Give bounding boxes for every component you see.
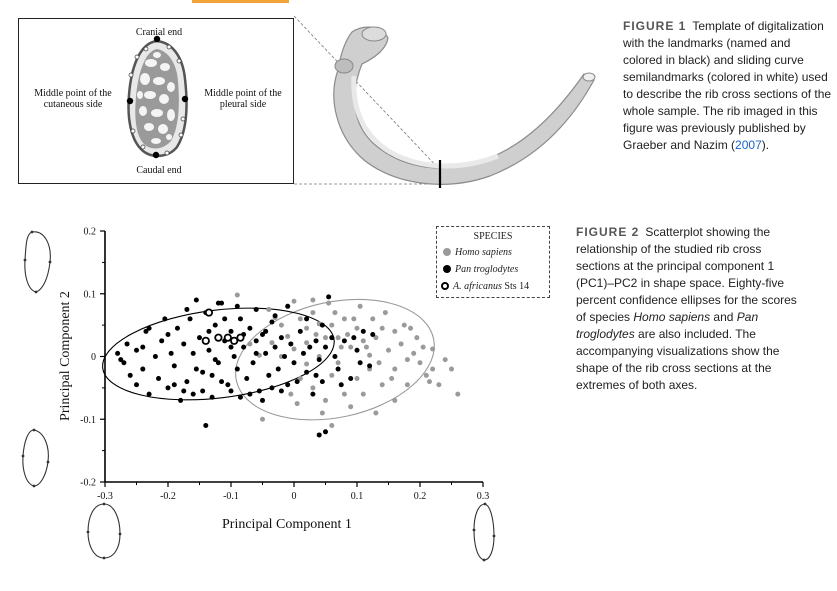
data-point-pan-troglodytes xyxy=(257,389,262,394)
data-point-pan-troglodytes xyxy=(320,379,325,384)
data-point-pan-troglodytes xyxy=(276,367,281,372)
data-point-homo-sapiens xyxy=(380,326,385,331)
data-point-pan-troglodytes xyxy=(260,398,265,403)
legend-title: SPECIES xyxy=(473,231,513,242)
data-point-a-africanus-sts-14 xyxy=(225,334,231,340)
data-point-pan-troglodytes xyxy=(222,338,227,343)
data-point-pan-troglodytes xyxy=(238,316,243,321)
data-point-pan-troglodytes xyxy=(140,345,145,350)
data-point-homo-sapiens xyxy=(317,321,322,326)
data-point-pan-troglodytes xyxy=(241,332,246,337)
data-point-homo-sapiens xyxy=(455,392,460,397)
data-point-pan-troglodytes xyxy=(326,294,331,299)
legend-item-pan xyxy=(443,264,518,275)
data-point-pan-troglodytes xyxy=(336,367,341,372)
data-point-homo-sapiens xyxy=(377,360,382,365)
figure2-caption-text-c: are also included. The accompanying visualizations show the shape of the rib cross sections at the extremes of both axes. xyxy=(576,327,780,392)
data-point-homo-sapiens xyxy=(399,341,404,346)
data-point-pan-troglodytes xyxy=(197,335,202,340)
data-point-pan-troglodytes xyxy=(351,335,356,340)
legend-label-africanus-specimen: Sts 14 xyxy=(501,281,530,292)
data-point-pan-troglodytes xyxy=(263,329,268,334)
data-point-pan-troglodytes xyxy=(166,385,171,390)
data-point-homo-sapiens xyxy=(292,299,297,304)
data-point-homo-sapiens xyxy=(402,323,407,328)
data-point-pan-troglodytes xyxy=(216,301,221,306)
data-point-pan-troglodytes xyxy=(263,351,268,356)
data-point-homo-sapiens xyxy=(332,310,337,315)
data-point-pan-troglodytes xyxy=(317,432,322,437)
data-point-pan-troglodytes xyxy=(367,363,372,368)
data-point-pan-troglodytes xyxy=(219,301,224,306)
data-point-pan-troglodytes xyxy=(229,329,234,334)
data-point-pan-troglodytes xyxy=(153,354,158,359)
confidence-ellipse-pan-troglodytes xyxy=(97,296,339,412)
legend-item-homo xyxy=(443,247,512,258)
data-point-homo-sapiens xyxy=(355,376,360,381)
shape-thumbnails xyxy=(23,232,494,560)
data-point-pan-troglodytes xyxy=(115,351,120,356)
data-point-pan-troglodytes xyxy=(225,382,230,387)
data-point-pan-troglodytes xyxy=(304,316,309,321)
thumbnail-pc1-max xyxy=(474,504,494,560)
reference-link[interactable]: 2007 xyxy=(735,138,762,152)
data-point-homo-sapiens xyxy=(364,345,369,350)
data-point-homo-sapiens xyxy=(342,392,347,397)
data-point-pan-troglodytes xyxy=(348,376,353,381)
data-point-pan-troglodytes xyxy=(121,360,126,365)
data-point-homo-sapiens xyxy=(408,326,413,331)
thumbnail-pc1-min xyxy=(88,504,120,558)
data-point-homo-sapiens xyxy=(288,392,293,397)
data-point-homo-sapiens xyxy=(304,362,309,367)
data-point-pan-troglodytes xyxy=(175,326,180,331)
y-tick-label: -0.1 xyxy=(80,414,96,426)
data-point-homo-sapiens xyxy=(414,335,419,340)
data-point-pan-troglodytes xyxy=(304,370,309,375)
data-point-pan-troglodytes xyxy=(200,370,205,375)
data-point-homo-sapiens xyxy=(380,382,385,387)
data-point-pan-troglodytes xyxy=(213,323,218,328)
data-point-pan-troglodytes xyxy=(370,332,375,337)
data-point-pan-troglodytes xyxy=(191,392,196,397)
data-point-pan-troglodytes xyxy=(320,323,325,328)
data-point-homo-sapiens xyxy=(411,351,416,356)
data-point-homo-sapiens xyxy=(386,348,391,353)
data-point-homo-sapiens xyxy=(424,373,429,378)
legend-marker-africanus xyxy=(441,282,449,290)
data-point-pan-troglodytes xyxy=(247,326,252,331)
data-point-pan-troglodytes xyxy=(172,382,177,387)
species-name-pan: Pan troglodytes xyxy=(576,310,759,341)
legend-label-africanus: A. africanus xyxy=(453,281,502,292)
header-accent-bar xyxy=(192,0,289,3)
data-point-homo-sapiens xyxy=(260,417,265,422)
data-point-homo-sapiens xyxy=(326,301,331,306)
data-point-pan-troglodytes xyxy=(254,338,259,343)
data-point-homo-sapiens xyxy=(443,357,448,362)
data-point-homo-sapiens xyxy=(358,304,363,309)
data-point-pan-troglodytes xyxy=(355,348,360,353)
label-cranial-end: Cranial end xyxy=(135,27,183,38)
data-point-pan-troglodytes xyxy=(273,313,278,318)
label-caudal-end: Caudal end xyxy=(136,165,182,176)
data-point-homo-sapiens xyxy=(323,335,328,340)
data-point-pan-troglodytes xyxy=(247,392,252,397)
data-point-homo-sapiens xyxy=(351,316,356,321)
data-point-pan-troglodytes xyxy=(178,398,183,403)
data-point-pan-troglodytes xyxy=(200,389,205,394)
data-point-a-africanus-sts-14 xyxy=(206,309,212,315)
data-point-pan-troglodytes xyxy=(314,338,319,343)
x-tick-label: 0 xyxy=(291,491,297,502)
data-point-homo-sapiens xyxy=(418,360,423,365)
data-point-homo-sapiens xyxy=(392,329,397,334)
data-point-homo-sapiens xyxy=(310,298,315,303)
landmark-caudal xyxy=(153,152,159,158)
data-point-homo-sapiens xyxy=(285,334,290,339)
data-point-pan-troglodytes xyxy=(229,345,234,350)
data-point-homo-sapiens xyxy=(430,367,435,372)
thumbnail-vertices xyxy=(22,231,496,562)
x-tick-label: 0.1 xyxy=(350,491,364,502)
data-point-homo-sapiens xyxy=(266,307,271,312)
data-point-homo-sapiens xyxy=(339,345,344,350)
data-point-pan-troglodytes xyxy=(254,307,259,312)
data-point-pan-troglodytes xyxy=(181,341,186,346)
data-point-pan-troglodytes xyxy=(295,379,300,384)
data-point-homo-sapiens xyxy=(367,353,372,358)
data-point-pan-troglodytes xyxy=(241,345,246,350)
data-point-pan-troglodytes xyxy=(172,363,177,368)
x-tick-label: -0.2 xyxy=(160,491,176,502)
data-point-pan-troglodytes xyxy=(342,338,347,343)
legend-item-africanus xyxy=(441,281,529,292)
data-point-homo-sapiens xyxy=(323,398,328,403)
data-point-pan-troglodytes xyxy=(317,357,322,362)
y-tick-label: 0.1 xyxy=(83,289,96,301)
legend-label-pan: Pan troglodytes xyxy=(455,264,519,275)
figure1-caption xyxy=(623,18,833,154)
data-point-pan-troglodytes xyxy=(282,354,287,359)
x-tick-label: -0.3 xyxy=(97,491,113,502)
figure1-caption-text: Template of digitalization with the landmarks (named and colored in black) and sliding curve semilandmarks (colored in white) used to describe the rib cross sections of the whole sample. The rib imaged in this figure was previously published by Graeber and Nazim ( xyxy=(623,19,832,152)
data-point-homo-sapiens xyxy=(392,367,397,372)
data-point-pan-troglodytes xyxy=(307,345,312,350)
x-tick-label: 0.2 xyxy=(413,491,427,502)
data-point-a-africanus-sts-14 xyxy=(203,338,209,344)
data-point-pan-troglodytes xyxy=(134,382,139,387)
y-tick-label: 0.2 xyxy=(83,226,96,238)
data-point-homo-sapiens xyxy=(295,401,300,406)
thumbnail-pc2-min xyxy=(23,430,49,486)
data-point-homo-sapiens xyxy=(310,385,315,390)
data-point-homo-sapiens xyxy=(314,332,319,337)
data-point-pan-troglodytes xyxy=(288,341,293,346)
data-point-homo-sapiens xyxy=(263,329,268,334)
data-point-homo-sapiens xyxy=(348,345,353,350)
figure2-label: FIGURE 2 xyxy=(576,225,640,239)
data-point-homo-sapiens xyxy=(389,376,394,381)
data-point-pan-troglodytes xyxy=(206,329,211,334)
y-axis-title: Principal Component 2 xyxy=(58,291,73,421)
data-point-pan-troglodytes xyxy=(184,379,189,384)
data-point-pan-troglodytes xyxy=(339,382,344,387)
data-point-pan-troglodytes xyxy=(147,326,152,331)
data-point-pan-troglodytes xyxy=(203,310,208,315)
data-point-homo-sapiens xyxy=(342,316,347,321)
data-point-pan-troglodytes xyxy=(134,348,139,353)
data-point-pan-troglodytes xyxy=(210,395,215,400)
label-pleural-side: Middle point of the pleural side xyxy=(204,88,282,110)
landmark-cutaneous xyxy=(127,98,133,104)
figure2-caption-text-a: Scatterplot showing the relationship of the studied rib cross sections at the principal component 1 (PC1)–PC2 in shape space. Eighty-five percent confidence ellipses for the scores of species xyxy=(576,225,797,324)
data-point-pan-troglodytes xyxy=(279,389,284,394)
data-point-pan-troglodytes xyxy=(194,298,199,303)
data-point-homo-sapiens xyxy=(304,340,309,345)
x-tick-label: -0.1 xyxy=(223,491,239,502)
data-point-homo-sapiens xyxy=(336,360,341,365)
data-point-homo-sapiens xyxy=(373,335,378,340)
data-point-pan-troglodytes xyxy=(162,316,167,321)
data-point-pan-troglodytes xyxy=(128,373,133,378)
data-point-pan-troglodytes xyxy=(210,373,215,378)
data-point-homo-sapiens xyxy=(310,310,315,315)
data-point-pan-troglodytes xyxy=(213,357,218,362)
data-point-pan-troglodytes xyxy=(166,332,171,337)
data-point-pan-troglodytes xyxy=(206,348,211,353)
data-point-homo-sapiens xyxy=(317,354,322,359)
data-point-homo-sapiens xyxy=(355,326,360,331)
data-point-homo-sapiens xyxy=(367,367,372,372)
data-point-homo-sapiens xyxy=(373,410,378,415)
chart-legend xyxy=(436,226,550,298)
data-point-pan-troglodytes xyxy=(260,332,265,337)
data-point-homo-sapiens xyxy=(247,341,252,346)
data-point-pan-troglodytes xyxy=(232,354,237,359)
data-point-pan-troglodytes xyxy=(273,345,278,350)
data-point-pan-troglodytes xyxy=(216,360,221,365)
x-axis-title: Principal Component 1 xyxy=(222,517,352,532)
data-point-pan-troglodytes xyxy=(194,367,199,372)
data-point-homo-sapiens xyxy=(279,323,284,328)
label-cutaneous-side: Middle point of the cutaneous side xyxy=(34,88,112,110)
data-point-homo-sapiens xyxy=(383,310,388,315)
data-point-pan-troglodytes xyxy=(298,329,303,334)
data-point-pan-troglodytes xyxy=(323,429,328,434)
data-point-homo-sapiens xyxy=(348,404,353,409)
y-tick-label: 0 xyxy=(91,352,96,363)
legend-marker-pan xyxy=(443,265,451,273)
figure2-caption xyxy=(576,224,798,394)
data-point-pan-troglodytes xyxy=(125,341,130,346)
y-tick-label: -0.2 xyxy=(80,477,96,489)
data-point-pan-troglodytes xyxy=(332,354,337,359)
data-point-homo-sapiens xyxy=(269,340,274,345)
data-point-pan-troglodytes xyxy=(188,316,193,321)
data-point-a-africanus-sts-14 xyxy=(215,334,221,340)
data-point-homo-sapiens xyxy=(370,316,375,321)
data-point-homo-sapiens xyxy=(345,332,350,337)
thumbnail-pc2-max xyxy=(25,232,50,292)
data-point-homo-sapiens xyxy=(298,316,303,321)
data-point-homo-sapiens xyxy=(361,338,366,343)
data-point-a-africanus-sts-14 xyxy=(231,338,237,344)
data-point-pan-troglodytes xyxy=(314,373,319,378)
data-point-pan-troglodytes xyxy=(147,392,152,397)
data-point-pan-troglodytes xyxy=(118,357,123,362)
data-point-homo-sapiens xyxy=(329,373,334,378)
legend-marker-homo xyxy=(443,248,451,256)
data-point-homo-sapiens xyxy=(436,382,441,387)
data-point-pan-troglodytes xyxy=(184,307,189,312)
data-point-homo-sapiens xyxy=(304,326,309,331)
data-point-pan-troglodytes xyxy=(266,373,271,378)
figure1-label: FIGURE 1 xyxy=(623,19,687,33)
data-point-pan-troglodytes xyxy=(219,379,224,384)
data-point-homo-sapiens xyxy=(235,293,240,298)
figure1-caption-end: ). xyxy=(761,138,770,152)
data-point-homo-sapiens xyxy=(405,357,410,362)
rib-3d-image xyxy=(294,14,624,214)
data-point-pan-troglodytes xyxy=(329,335,334,340)
data-point-pan-troglodytes xyxy=(244,376,249,381)
landmark-pleural xyxy=(182,96,188,102)
data-point-pan-troglodytes xyxy=(310,392,315,397)
species-name-homo: Homo sapiens xyxy=(633,310,711,324)
data-point-homo-sapiens xyxy=(320,410,325,415)
data-point-pan-troglodytes xyxy=(279,335,284,340)
data-point-pan-troglodytes xyxy=(251,360,256,365)
data-point-pan-troglodytes xyxy=(140,367,145,372)
data-point-homo-sapiens xyxy=(298,376,303,381)
confidence-ellipse-homo-sapiens xyxy=(224,282,445,437)
data-point-homo-sapiens xyxy=(430,346,435,351)
data-point-homo-sapiens xyxy=(336,335,341,340)
data-point-pan-troglodytes xyxy=(143,329,148,334)
legend-label-homo: Homo sapiens xyxy=(455,247,512,258)
data-point-pan-troglodytes xyxy=(235,367,240,372)
data-point-homo-sapiens xyxy=(279,354,284,359)
data-point-homo-sapiens xyxy=(257,353,262,358)
data-point-pan-troglodytes xyxy=(238,395,243,400)
figure2-caption-text-b: and xyxy=(710,310,737,324)
data-point-pan-troglodytes xyxy=(269,385,274,390)
data-point-pan-troglodytes xyxy=(292,360,297,365)
data-point-pan-troglodytes xyxy=(222,316,227,321)
data-point-homo-sapiens xyxy=(421,345,426,350)
data-point-pan-troglodytes xyxy=(254,351,259,356)
data-point-pan-troglodytes xyxy=(323,345,328,350)
data-point-homo-sapiens xyxy=(273,315,278,320)
figure1-template-panel xyxy=(18,18,294,184)
data-point-pan-troglodytes xyxy=(301,351,306,356)
data-point-pan-troglodytes xyxy=(285,382,290,387)
data-point-homo-sapiens xyxy=(392,398,397,403)
data-point-pan-troglodytes xyxy=(203,423,208,428)
data-point-homo-sapiens xyxy=(361,392,366,397)
data-point-homo-sapiens xyxy=(427,379,432,384)
data-point-pan-troglodytes xyxy=(169,351,174,356)
data-point-homo-sapiens xyxy=(329,323,334,328)
data-point-pan-troglodytes xyxy=(358,360,363,365)
data-point-homo-sapiens xyxy=(449,367,454,372)
x-tick-label: 0.3 xyxy=(476,491,490,502)
data-point-a-africanus-sts-14 xyxy=(237,334,243,340)
data-point-homo-sapiens xyxy=(405,382,410,387)
data-point-pan-troglodytes xyxy=(159,338,164,343)
data-point-pan-troglodytes xyxy=(269,319,274,324)
data-point-pan-troglodytes xyxy=(229,389,234,394)
data-point-homo-sapiens xyxy=(329,423,334,428)
data-point-homo-sapiens xyxy=(292,346,297,351)
data-point-pan-troglodytes xyxy=(361,329,366,334)
data-point-pan-troglodytes xyxy=(191,351,196,356)
data-point-pan-troglodytes xyxy=(181,389,186,394)
data-point-pan-troglodytes xyxy=(156,376,161,381)
data-point-pan-troglodytes xyxy=(285,304,290,309)
data-point-pan-troglodytes xyxy=(235,304,240,309)
